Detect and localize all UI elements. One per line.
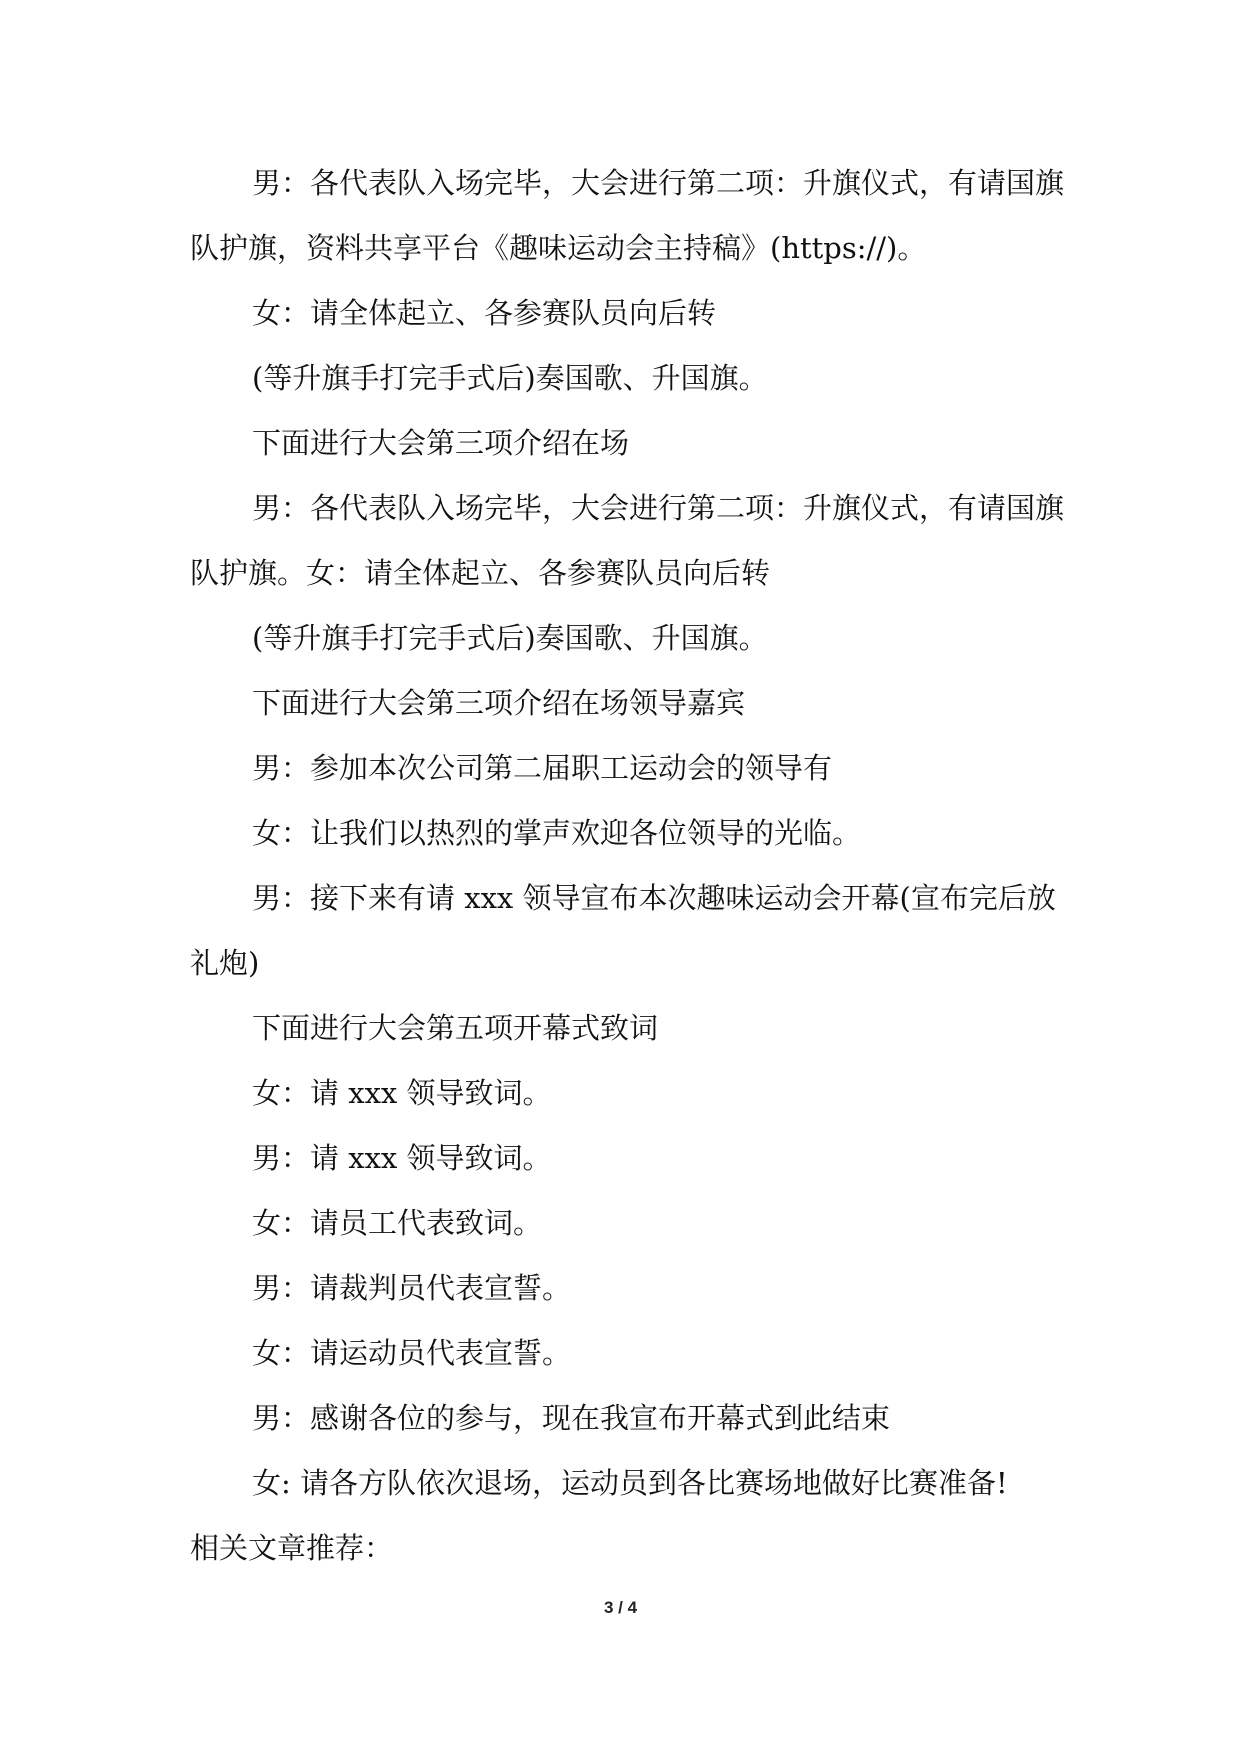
paragraph-item-three: 下面进行大会第三项介绍在场 (252, 426, 630, 460)
paragraph-anthem: (等升旗手打完手式后)奏国歌、升国旗。 (252, 361, 768, 395)
paragraph-anthem-repeat: (等升旗手打完手式后)奏国歌、升国旗。 (252, 621, 768, 655)
paragraph-leaders-present: 男：参加本次公司第二届职工运动会的领导有 (252, 751, 833, 785)
document-body (190, 151, 1070, 1581)
paragraph-referee-oath: 男：请裁判员代表宣誓。 (252, 1271, 572, 1305)
paragraph-leader-speech-1: 女：请 xxx 领导致词。 (252, 1076, 552, 1110)
paragraph-item-five: 下面进行大会第五项开幕式致词 (252, 1011, 659, 1045)
paragraph-closing-ceremony: 男：感谢各位的参与，现在我宣布开幕式到此结束 (252, 1401, 891, 1435)
paragraph-athlete-oath: 女：请运动员代表宣誓。 (252, 1336, 572, 1370)
paragraph-stand-up: 女：请全体起立、各参赛队员向后转 (252, 296, 717, 330)
paragraph-leader-speech-2: 男：请 xxx 领导致词。 (252, 1141, 552, 1175)
paragraph-flag-raising-repeat: 男：各代表队入场完毕，大会进行第二项：升旗仪式，有请国旗队护旗。女：请全体起立、各参赛队员向后转 (190, 491, 1065, 590)
paragraph-introduce-guests: 下面进行大会第三项介绍在场领导嘉宾 (252, 686, 746, 720)
paragraph-opening-announcement: 男：接下来有请 xxx 领导宣布本次趣味运动会开幕(宣布完后放礼炮) (190, 881, 1056, 980)
paragraph-welcome-applause: 女：让我们以热烈的掌声欢迎各位领导的光临。 (252, 816, 862, 850)
paragraph-flag-raising-intro: 男：各代表队入场完毕，大会进行第二项：升旗仪式，有请国旗队护旗，资料共享平台《趣味运动会主持稿》(https://)。 (190, 166, 1065, 265)
page-number: 3 / 4 (603, 1598, 638, 1617)
paragraph-exit-instructions: 女: 请各方队依次退场，运动员到各比赛场地做好比赛准备! (252, 1466, 1008, 1500)
related-articles-heading: 相关文章推荐： (190, 1531, 394, 1565)
paragraph-staff-speech: 女：请员工代表致词。 (252, 1206, 543, 1240)
